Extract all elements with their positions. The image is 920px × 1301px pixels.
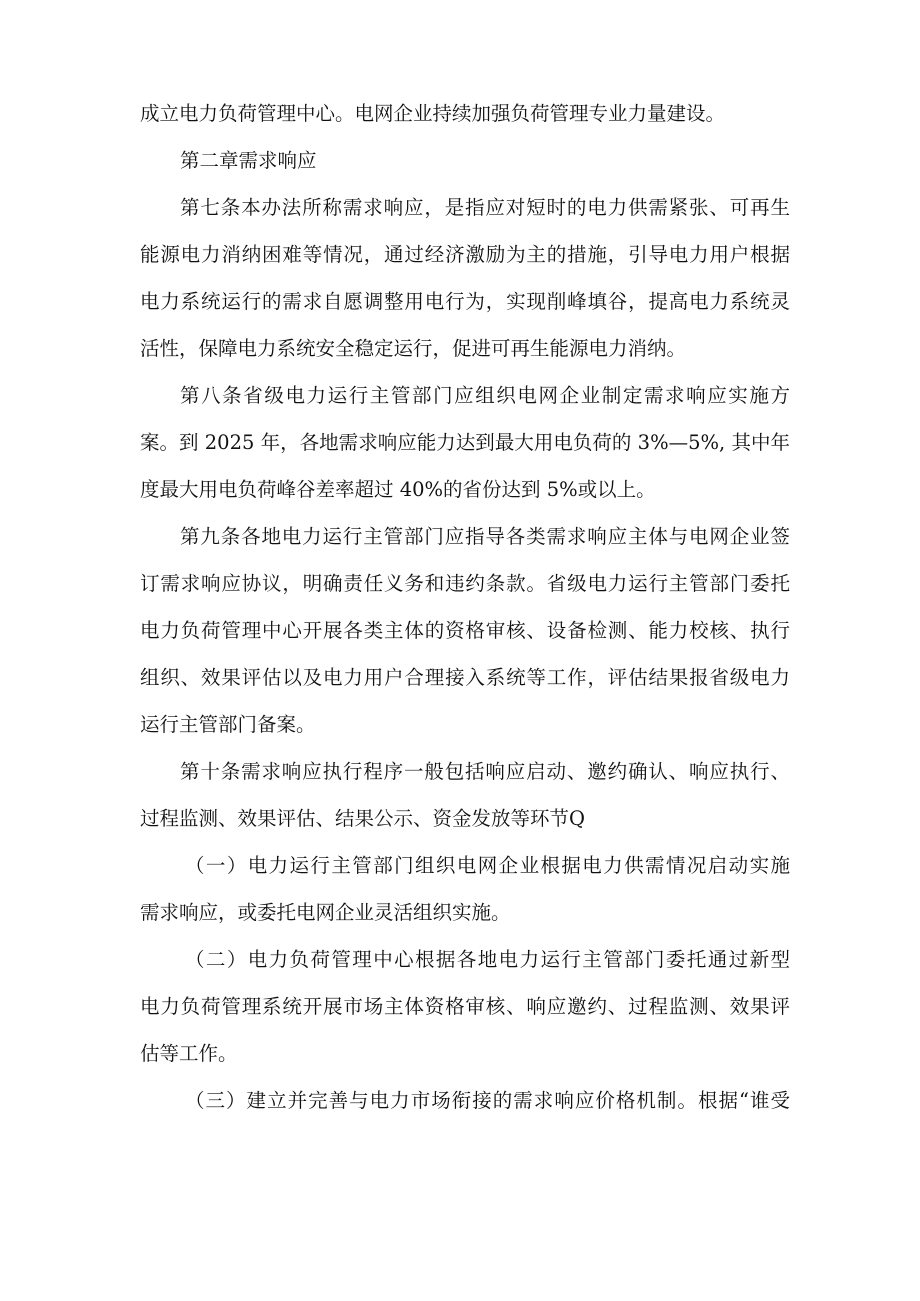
paragraph-line: 运行主管部门备案。: [140, 713, 316, 736]
paragraph-line: 成立电力负荷管理中心。电网企业持续加强负荷管理专业力量建设。: [140, 102, 726, 125]
paragraph-line: 电力系统运行的需求自愿调整用电行为，实现削峰填谷，提高电力系统灵: [140, 290, 790, 313]
paragraph-line: （三）建立并完善与电力市场衔接的需求响应价格机制。根据“谁受: [185, 1089, 790, 1112]
paragraph-line: 能源电力消纳困难等情况，通过经济激励为主的措施，引导电力用户根据: [140, 243, 790, 266]
paragraph-line: 第九条各地电力运行主管部门应指导各类需求响应主体与电网企业签: [180, 525, 790, 548]
paragraph-line: 第十条需求响应执行程序一般包括响应启动、邀约确认、响应执行、: [180, 760, 790, 783]
paragraph-line: 组织、效果评估以及电力用户合理接入系统等工作，评估结果报省级电力: [140, 666, 790, 689]
paragraph-line: 过程监测、效果评估、结果公示、资金发放等环节Q: [140, 807, 585, 830]
paragraph-line: 度最大用电负荷峰谷差率超过 40%的省份达到 5%或以上。: [140, 478, 656, 501]
paragraph-line: 电力负荷管理系统开展市场主体资格审核、响应邀约、过程监测、效果评: [140, 995, 790, 1018]
paragraph-line: 订需求响应协议，明确责任义务和违约条款。省级电力运行主管部门委托: [140, 572, 790, 595]
paragraph-line: 第七条本办法所称需求响应，是指应对短时的电力供需紧张、可再生: [180, 196, 790, 219]
paragraph-line: （二）电力负荷管理中心根据各地电力运行主管部门委托通过新型: [185, 948, 790, 971]
paragraph-line: 估等工作。: [140, 1042, 238, 1065]
paragraph-line: （一）电力运行主管部门组织电网企业根据电力供需情况启动实施: [185, 854, 790, 877]
paragraph-line: 电力负荷管理中心开展各类主体的资格审核、设备检测、能力校核、执行: [140, 619, 790, 642]
chapter-heading: 第二章需求响应: [180, 149, 317, 172]
paragraph-line: 活性，保障电力系统安全稳定运行，促进可再生能源电力消纳。: [140, 337, 687, 360]
paragraph-line: 案。到 2025 年，各地需求响应能力达到最大用电负荷的 3%—5%, 其中年: [140, 431, 790, 454]
paragraph-line: 第八条省级电力运行主管部门应组织电网企业制定需求响应实施方: [180, 384, 790, 407]
paragraph-line: 需求响应，或委托电网企业灵活组织实施。: [140, 901, 511, 924]
